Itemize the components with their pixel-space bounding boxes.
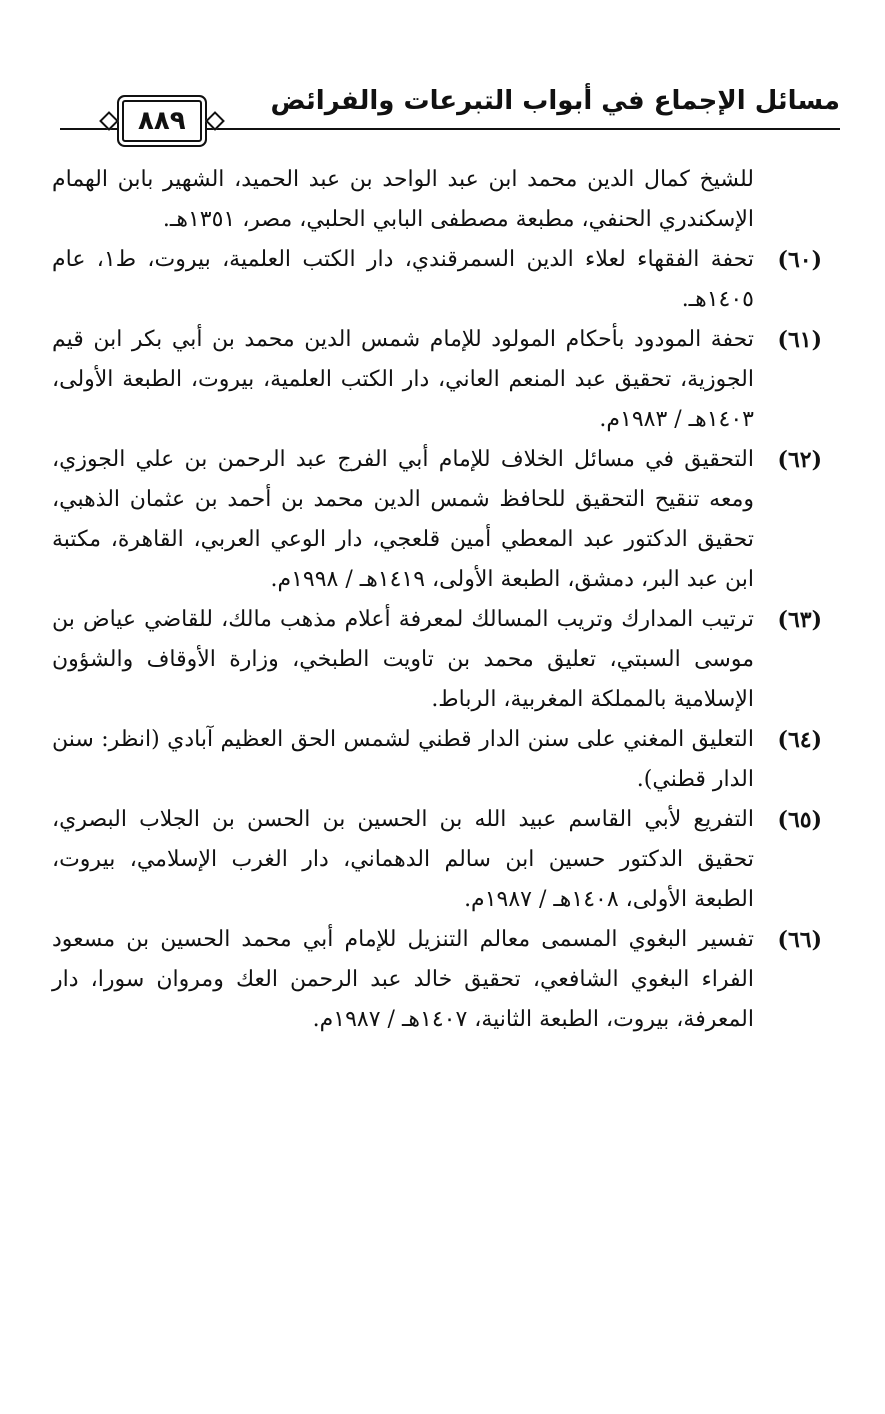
bibliography-entry-66 xyxy=(52,920,822,1040)
entry-text: تحفة الفقهاء لعلاء الدين السمرقندي، دار الكتب العلمية، بيروت، ط١، عام ١٤٠٥هـ. xyxy=(52,247,754,312)
entry-text: للشيخ كمال الدين محمد ابن عبد الواحد بن عبد الحميد، الشهير بابن الهمام الإسكندري الحنفي، مطبعة مصطفى البابي الحلبي، مصر، ١٣٥١هـ. xyxy=(52,167,754,232)
entry-text: التحقيق في مسائل الخلاف للإمام أبي الفرج عبد الرحمن بن علي الجوزي، ومعه تنقيح التحقيق للحافظ شمس الدين محمد بن أحمد بن عثمان الذهبي، تحقيق الدكتور عبد المعطي أمين قلعجي، دار الوعي العربي، القاهرة، مكتبة ابن عبد البر، دمشق، الطبعة الأولى، ١٤١٩هـ / ١٩٩٨م. xyxy=(52,447,754,592)
bibliography-entry-65 xyxy=(52,800,822,920)
entry-continuation xyxy=(52,160,822,240)
page-number-frame xyxy=(122,100,202,142)
bibliography-list xyxy=(52,160,822,1040)
entry-number: (٦٦) xyxy=(777,927,822,953)
page-header xyxy=(60,80,840,140)
bibliography-entry-62 xyxy=(52,440,822,600)
entry-number: (٦٠) xyxy=(777,247,822,273)
bibliography-entry-61 xyxy=(52,320,822,440)
entry-text: ترتيب المدارك وتريب المسالك لمعرفة أعلام مذهب مالك، للقاضي عياض بن موسى السبتي، تعليق محمد بن تاويت الطبخي، وزارة الأوقاف والشؤون الإسلامية بالمملكة المغربية، الرباط. xyxy=(52,607,754,712)
bibliography-entry-60 xyxy=(52,240,822,320)
entry-number: (٦٣) xyxy=(777,607,822,633)
entry-number: (٦٤) xyxy=(777,727,822,753)
entry-number: (٦٥) xyxy=(777,807,822,833)
bibliography-entry-63 xyxy=(52,600,822,720)
running-title: مسائل الإجماع في أبواب التبرعات والفرائض xyxy=(270,86,840,116)
entry-text: التفريع لأبي القاسم عبيد الله بن الحسين بن الحسن بن الجلاب البصري، تحقيق الدكتور حسين ابن سالم الدهماني، دار الغرب الإسلامي، بيروت، الطبعة الأولى، ١٤٠٨هـ / ١٩٨٧م. xyxy=(52,807,754,912)
entry-text: تحفة المودود بأحكام المولود للإمام شمس الدين محمد بن أبي بكر ابن قيم الجوزية، تحقيق عبد المنعم العاني، دار الكتب العلمية، بيروت، الطبعة الأولى، ١٤٠٣هـ / ١٩٨٣م. xyxy=(52,327,754,432)
page-number: ٨٨٩ xyxy=(138,106,186,136)
bibliography-entry-64 xyxy=(52,720,822,800)
entry-text: تفسير البغوي المسمى معالم التنزيل للإمام أبي محمد الحسين بن مسعود الفراء البغوي الشافعي، تحقيق خالد عبد الرحمن العك ومروان سورا، دار المعرفة، بيروت، الطبعة الثانية، ١٤٠٧هـ / ١٩٨٧م. xyxy=(52,927,754,1032)
entry-number: (٦١) xyxy=(777,327,822,353)
entry-text: التعليق المغني على سنن الدار قطني لشمس الحق العظيم آبادي (انظر: سنن الدار قطني). xyxy=(52,727,754,792)
entry-number: (٦٢) xyxy=(777,447,822,473)
